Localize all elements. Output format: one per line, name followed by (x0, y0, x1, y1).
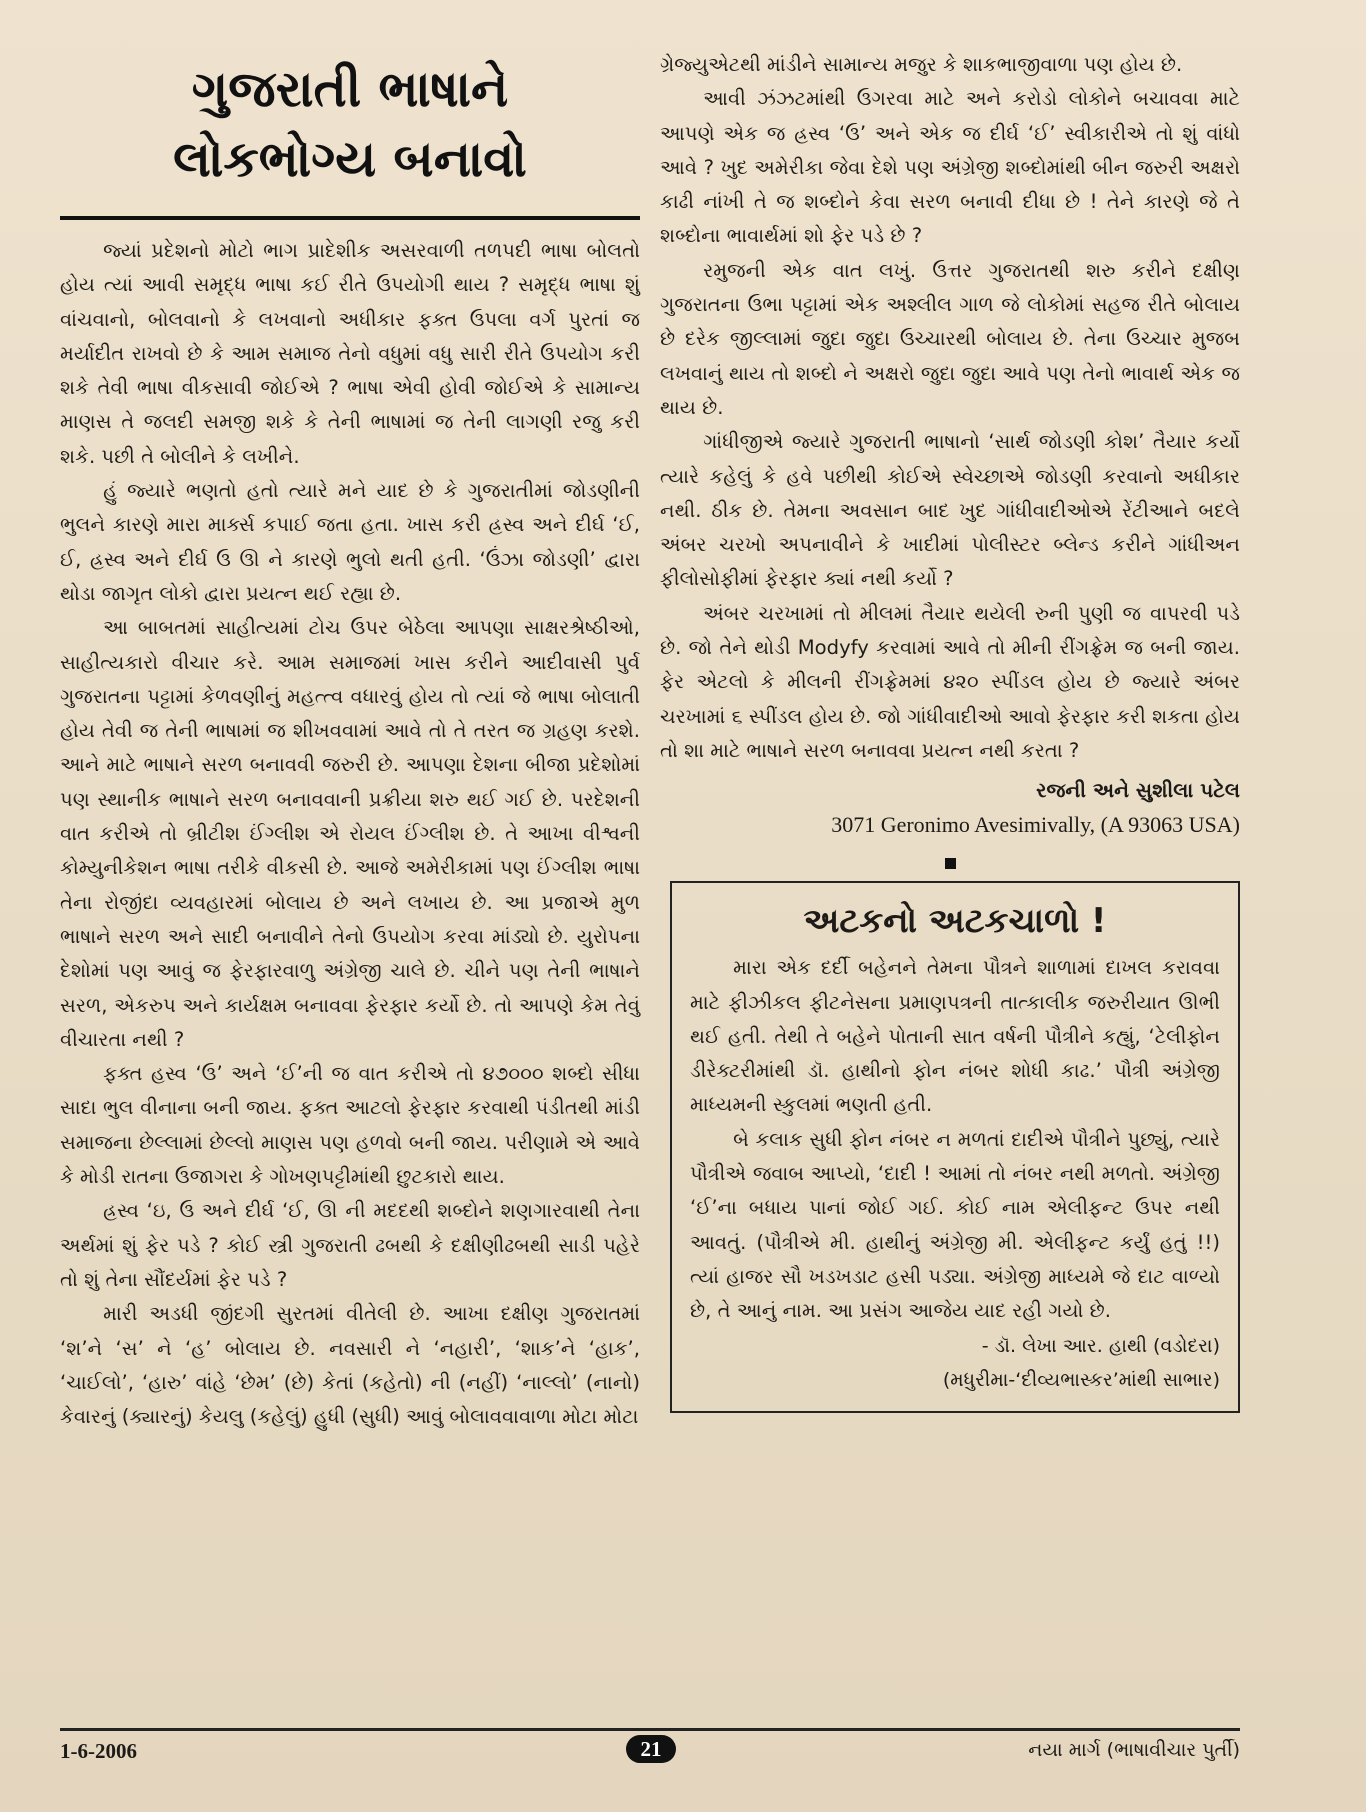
section-end-square (945, 858, 956, 869)
article-paragraph: આવી ઝંઝટમાંથી ઉગરવા માટે અને કરોડો લોકોને બચાવવા માટે આપણે એક જ હ્રસ્વ ‘ઉ’ અને એક જ દીર્ઘ ‘ઈ’ સ્વીકારીએ તો શું વાંધો આવે ? ખુદ અમેરીકા જેવા દેશે પણ અંગ્રેજી શબ્દોમાંથી બીન જરુરી અક્ષરો કાઢી નાંખી તે જ શબ્દોને કેવા સરળ બનાવી દીધા છે ! તેને કારણે જે તે શબ્દોના ભાવાર્થમાં શો ફેર પડે છે ? (660, 87, 1240, 248)
article-paragraph: મારી અડધી જીંદગી સુરતમાં વીતેલી છે. આખા દક્ષીણ ગુજરાતમાં ‘શ’ને ‘સ’ ને ‘હ’ બોલાય છે. નવસારી ને ‘નહારી’, ‘શાક’ને ‘હાક’, ‘ચાઈલો’, ‘હારુ’ વાંહે ‘છેમ’ (છે) કેતાં (કહેતો) ની (નહીં) ‘નાલ્લો’ (નાનો) કેવારનું (ક્યારનું) કેયલુ (કહેલું) હુધી (સુધી) આવું બોલાવવાવાળા મોટા મોટા (60, 1302, 640, 1429)
page-footer (60, 1728, 1240, 1768)
boxed-article-title: અટકનો અટકચાળો ! (803, 901, 1107, 942)
article-title-line-2: લોકભોગ્ય બનાવો (173, 130, 527, 188)
boxed-article-source: (મધુરીમા-‘દીવ્યભાસ્કર’માંથી સાભાર) (942, 1368, 1220, 1391)
article-paragraph: હું જ્યારે ભણતો હતો ત્યારે મને યાદ છે કે ગુજરાતીમાં જોડણીની ભુલને કારણે મારા માર્ક્સ કપાઈ જતા હતા. ખાસ કરી હ્રસ્વ અને દીર્ઘ ‘ઈ, ઈ, હ્રસ્વ અને દીર્ઘ ઉ ઊ ને કારણે ભુલો થતી હતી. ‘ઉંઝા જોડણી’ દ્વારા થોડા જાગૃત લોકો દ્વારા પ્રયત્ન થઈ રહ્યા છે. (60, 479, 640, 605)
article-paragraph: રમુજની એક વાત લખું. ઉત્તર ગુજરાતથી શરુ કરીને દક્ષીણ ગુજરાતના ઉભા પટ્ટામાં એક અશ્લીલ ગાળ જે લોકોમાં સહજ રીતે બોલાય છે દરેક જીલ્લામાં જુદા જુદા ઉચ્ચારથી બોલાય છે. તેના ઉચ્ચાર મુજબ લખવાનું થાય તો શબ્દો ને અક્ષરો જુદા જુદા આવે પણ તેનો ભાવાર્થ એક જ થાય છે. (660, 258, 1240, 419)
title-divider (60, 216, 640, 220)
issue-date: 1-6-2006 (60, 1739, 137, 1763)
article-paragraph: હ્રસ્વ ‘ઇ, ઉ અને દીર્ઘ ‘ઈ, ઊ ની મદદથી શબ્દોને શણગારવાથી તેના અર્થમાં શું ફેર પડે ? કોઈ સ્ત્રી ગુજરાતી ઢબથી કે દક્ષીણીઢબથી સાડી પહેરે તો શું તેના સૌંદર્યમાં ફેર પડે ? (60, 1199, 640, 1291)
right-column (660, 48, 1240, 1413)
article-paragraph: ગ્રેજ્યુએટથી માંડીને સામાન્ય મજુર કે શાકભાજીવાળા પણ હોય છે. (660, 53, 1183, 76)
author-address: 3071 Geronimo Avesimivally, (A 93063 USA) (831, 812, 1240, 838)
article-paragraph: જ્યાં પ્રદેશનો મોટો ભાગ પ્રાદેશીક અસરવાળી તળપદી ભાષા બોલતો હોય ત્યાં આવી સમૃદ્ધ ભાષા કઈ રીતે ઉપયોગી થાય ? સમૃદ્ધ ભાષા શું વાંચવાનો, બોલવાનો કે લખવાનો અધીકાર ફક્ત ઉપલા વર્ગ પુરતાં જ મર્યાદીત રાખવો છે કે આમ સમાજ તેનો વધુમાં વધુ સારી રીતે ઉપયોગ કરી શકે તેવી ભાષા વીકસાવી જોઈએ ? ભાષા એવી હોવી જોઈએ કે સામાન્ય માણસ તે જલદી સમજી શકે કે તેની ભાષામાં જ તેની લાગણી રજુ કરી શકે. પછી તે બોલીને કે લખીને. (60, 239, 640, 468)
article-paragraph: ગાંધીજીએ જ્યારે ગુજરાતી ભાષાનો ‘સાર્થ જોડણી કોશ’ તૈયાર કર્યો ત્યારે કહેલું કે હવે પછીથી કોઈએ સ્વેચ્છાએ જોડણી કરવાનો અધીકાર નથી. ઠીક છે. તેમના અવસાન બાદ ખુદ ગાંધીવાદીઓએ રેંટીઆને બદલે અંબર ચરખો અપનાવીને કે ખાદીમાં પોલીસ્ટર બ્લેન્ડ કરીને ગાંધીઅન ફીલોસોફીમાં ફેરફાર ક્યાં નથી કર્યો ? (660, 430, 1240, 591)
publication-name: નયા માર્ગ (ભાષાવીચાર પુર્તી) (1028, 1739, 1240, 1761)
article-paragraph: ફક્ત હસ્વ ‘ઉ’ અને ‘ઈ’ની જ વાત કરીએ તો ૪૭૦૦૦ શબ્દો સીધા સાદા ભુલ વીનાના બની જાય. ફક્ત આટલો ફેરફાર કરવાથી પંડીતથી માંડી સમાજના છેલ્લામાં છેલ્લો માણસ પણ હળવો બની જાય. પરીણામે એ આવે કે મોડી રાતના ઉજાગરા કે ગોખણપટ્ટીમાંથી છુટકારો થાય. (60, 1062, 640, 1189)
article-paragraph: અંબર ચરખામાં તો મીલમાં તૈયાર થયેલી રુની પુણી જ વાપરવી પડે છે. જો તેને થોડી Modyfy કરવામાં આવે તો મીની રીંગફ્રેમ જ બની જાય. ફેર એટલો કે મીલની રીંગફ્રેમમાં ૪૨૦ સ્પીંડલ હોય છે જ્યારે અંબર ચરખામાં ૬ સ્પીંડલ હોય છે. જો ગાંધીવાદીઓ આવો ફેરફાર કરી શકતા હોય તો શા માટે ભાષાને સરળ બનાવવા પ્રયત્ન નથી કરતા ? (660, 601, 1240, 762)
page-number-badge: 21 (626, 1735, 676, 1763)
article-paragraph: આ બાબતમાં સાહીત્યમાં ટોચ ઉપર બેઠેલા આપણા સાક્ષરશ્રેષ્ઠીઓ, સાહીત્યકારો વીચાર કરે. આમ સમાજમાં ખાસ કરીને આદીવાસી પુર્વ ગુજરાતના પટ્ટામાં કેળવણીનું મહત્ત્વ વધારવું હોય તો ત્યાં જે ભાષા બોલાતી હોય તેવી જ તેની ભાષામાં જ શીખવવામાં આવે તો તે તરત જ ગ્રહણ કરશે. આને માટે ભાષાને સરળ બનાવવી જરુરી છે. આપણા દેશના બીજા પ્રદેશોમાં પણ સ્થાનીક ભાષાને સરળ બનાવવાની પ્રક્રીયા શરુ થઈ ગઈ છે. પરદેશની વાત કરીએ તો બ્રીટીશ ઈંગ્લીશ એ રોયલ ઈંગ્લીશ છે. તે આખા વીશ્વની કોમ્યુનીકેશન ભાષા તરીકે વીકસી છે. આજે અમેરીકામાં પણ ઈંગ્લીશ ભાષા તેના રોજીંદા વ્યવહારમાં બોલાય છે અને લખાય છે. આ પ્રજાએ મુળ ભાષાને સરળ અને સાદી બનાવીને તેનો ઉપયોગ કરવા માંડ્યો છે. યુરોપના દેશોમાં પણ આવું જ ફેરફારવાળુ અંગ્રેજી ચાલે છે. ચીને પણ તેની ભાષાને સરળ, એકરુપ અને કાર્યક્ષમ બનાવવા ફેરફાર કર્યો છે. તો આપણે કેમ તેવું વીચારતા નથી ? (60, 616, 640, 1051)
article-title-line-1: ગુજરાતી ભાષાને (191, 60, 509, 118)
article-author: રજની અને સુશીલા પટેલ (1036, 778, 1240, 803)
boxed-article-paragraph: બે કલાક સુધી ફોન નંબર ન મળતાં દાદીએ પૌત્રીને પુછ્યું, ત્યારે પૌત્રીએ જવાબ આપ્યો, ‘દાદી ! આમાં તો નંબર નથી મળતો. અંગ્રેજી ‘ઈ’ના બધાય પાનાં જોઈ ગઈ. કોઈ નામ એલીફન્ટ ઉપર નથી આવતું. (પૌત્રીએ મી. હાથીનું અંગ્રેજી મી. એલીફન્ટ કર્યું હતું !!) ત્યાં હાજર સૌ ખડખડાટ હસી પડ્યા. અંગ્રેજી માધ્યમે જે દાટ વાળ્યો છે, તે આનું નામ. આ પ્રસંગ આજેય યાદ રહી ગયો છે. (690, 1127, 1220, 1323)
boxed-article-paragraph: મારા એક દર્દી બહેનને તેમના પૌત્રને શાળામાં દાખલ કરાવવા માટે ફીઝીકલ ફીટનેસના પ્રમાણપત્રની તાત્કાલીક જરુરીયાત ઊભી થઈ હતી. તેથી તે બહેને પોતાની સાત વર્ષની પૌત્રીને કહ્યું, ‘ટેલીફોન ડીરેક્ટરીમાંથી ડૉ. હાથીનો ફોન નંબર શોધી કાઢ.’ પૌત્રી અંગ્રેજી માધ્યમની સ્કુલમાં ભણતી હતી. (690, 956, 1220, 1117)
article-title (60, 48, 640, 208)
boxed-article-author: - ડૉ. લેખા આર. હાથી (વડોદરા) (981, 1334, 1220, 1357)
boxed-article (670, 881, 1240, 1412)
left-column (60, 48, 640, 1434)
